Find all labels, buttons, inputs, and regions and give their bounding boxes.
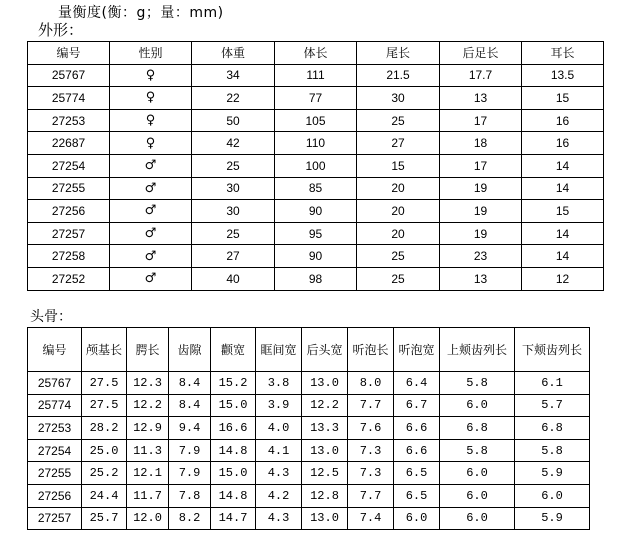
ear-length-cell: 13.5 [522, 64, 604, 87]
table-row [28, 87, 604, 110]
zygomatic-breadth-cell: 14.8 [211, 439, 256, 462]
header-occipital-breadth: 后头宽 [302, 328, 348, 372]
weight-cell: 30 [192, 200, 275, 223]
ear-length-cell: 15 [522, 200, 604, 223]
palatal-length-cell: 12.0 [127, 507, 169, 530]
interorbital-breadth-cell: 3.9 [256, 394, 302, 417]
body-length-cell: 105 [275, 109, 357, 132]
header-id: 编号 [28, 42, 110, 65]
specimen-id-cell: 27253 [28, 109, 110, 132]
body-length-cell: 98 [275, 267, 357, 290]
table-row [28, 462, 590, 485]
sex-symbol-cell: ♀ [110, 64, 192, 87]
header-id: 编号 [28, 328, 82, 372]
specimen-id-cell: 27254 [28, 154, 110, 177]
interorbital-breadth-cell: 4.3 [256, 507, 302, 530]
tail-length-cell: 25 [357, 267, 440, 290]
external-measurements-table [27, 41, 604, 291]
sex-symbol-cell: ♂ [110, 154, 192, 177]
table-row [28, 222, 604, 245]
specimen-id-cell: 27257 [28, 507, 82, 530]
tail-length-cell: 15 [357, 154, 440, 177]
bulla-length-cell: 7.3 [348, 439, 394, 462]
hindfoot-length-cell: 13 [440, 87, 522, 110]
ear-length-cell: 14 [522, 177, 604, 200]
hindfoot-length-cell: 17 [440, 109, 522, 132]
occipital-breadth-cell: 12.5 [302, 462, 348, 485]
sex-symbol-cell: ♀ [110, 109, 192, 132]
tail-length-cell: 25 [357, 245, 440, 268]
header-diastema: 齿隙 [169, 328, 211, 372]
palatal-length-cell: 12.2 [127, 394, 169, 417]
header-upper-cheek-tooth-row: 上颊齿列长 [440, 328, 515, 372]
bulla-length-cell: 7.4 [348, 507, 394, 530]
ear-length-cell: 12 [522, 267, 604, 290]
zygomatic-breadth-cell: 15.2 [211, 372, 256, 395]
ear-length-cell: 14 [522, 154, 604, 177]
lower-cheek-tooth-row-cell: 5.9 [515, 507, 590, 530]
occipital-breadth-cell: 13.0 [302, 507, 348, 530]
specimen-id-cell: 25774 [28, 394, 82, 417]
table-row [28, 484, 590, 507]
specimen-id-cell: 25774 [28, 87, 110, 110]
table-row [28, 267, 604, 290]
tail-length-cell: 30 [357, 87, 440, 110]
palatal-length-cell: 12.9 [127, 417, 169, 440]
sex-symbol-cell: ♂ [110, 200, 192, 223]
hindfoot-length-cell: 17 [440, 154, 522, 177]
header-interorbital-breadth: 眶间宽 [256, 328, 302, 372]
interorbital-breadth-cell: 3.8 [256, 372, 302, 395]
table-row [28, 439, 590, 462]
hindfoot-length-cell: 19 [440, 200, 522, 223]
condylobasal-length-cell: 27.5 [82, 394, 127, 417]
table-row [28, 200, 604, 223]
weight-cell: 42 [192, 132, 275, 155]
body-length-cell: 100 [275, 154, 357, 177]
bulla-length-cell: 7.7 [348, 394, 394, 417]
external-section-label: 外形： [38, 21, 84, 39]
upper-cheek-tooth-row-cell: 6.8 [440, 417, 515, 440]
body-length-cell: 110 [275, 132, 357, 155]
table-row [28, 372, 590, 395]
table-row [28, 132, 604, 155]
occipital-breadth-cell: 12.2 [302, 394, 348, 417]
bulla-breadth-cell: 6.6 [394, 417, 440, 440]
diastema-cell: 8.4 [169, 394, 211, 417]
body-length-cell: 85 [275, 177, 357, 200]
specimen-id-cell: 25767 [28, 64, 110, 87]
specimen-id-cell: 27258 [28, 245, 110, 268]
hindfoot-length-cell: 17.7 [440, 64, 522, 87]
weight-cell: 25 [192, 222, 275, 245]
table-row [28, 109, 604, 132]
specimen-id-cell: 27254 [28, 439, 82, 462]
specimen-id-cell: 27256 [28, 200, 110, 223]
palatal-length-cell: 11.7 [127, 484, 169, 507]
zygomatic-breadth-cell: 15.0 [211, 394, 256, 417]
palatal-length-cell: 12.3 [127, 372, 169, 395]
occipital-breadth-cell: 13.3 [302, 417, 348, 440]
hindfoot-length-cell: 19 [440, 222, 522, 245]
zygomatic-breadth-cell: 14.7 [211, 507, 256, 530]
tail-length-cell: 25 [357, 109, 440, 132]
weight-cell: 30 [192, 177, 275, 200]
tail-length-cell: 20 [357, 177, 440, 200]
diastema-cell: 8.2 [169, 507, 211, 530]
weight-cell: 27 [192, 245, 275, 268]
specimen-id-cell: 27253 [28, 417, 82, 440]
upper-cheek-tooth-row-cell: 6.0 [440, 484, 515, 507]
table-row [28, 245, 604, 268]
upper-cheek-tooth-row-cell: 6.0 [440, 462, 515, 485]
occipital-breadth-cell: 12.8 [302, 484, 348, 507]
tail-length-cell: 20 [357, 222, 440, 245]
specimen-id-cell: 27256 [28, 484, 82, 507]
zygomatic-breadth-cell: 16.6 [211, 417, 256, 440]
occipital-breadth-cell: 13.0 [302, 372, 348, 395]
condylobasal-length-cell: 25.2 [82, 462, 127, 485]
upper-cheek-tooth-row-cell: 6.0 [440, 394, 515, 417]
hindfoot-length-cell: 19 [440, 177, 522, 200]
lower-cheek-tooth-row-cell: 5.9 [515, 462, 590, 485]
lower-cheek-tooth-row-cell: 6.8 [515, 417, 590, 440]
lower-cheek-tooth-row-cell: 5.7 [515, 394, 590, 417]
header-condylobasal-length: 颅基长 [82, 328, 127, 372]
zygomatic-breadth-cell: 14.8 [211, 484, 256, 507]
table-row [28, 417, 590, 440]
interorbital-breadth-cell: 4.0 [256, 417, 302, 440]
upper-cheek-tooth-row-cell: 5.8 [440, 372, 515, 395]
diastema-cell: 8.4 [169, 372, 211, 395]
ear-length-cell: 16 [522, 132, 604, 155]
hindfoot-length-cell: 13 [440, 267, 522, 290]
skull-measurements-table [27, 327, 590, 530]
specimen-id-cell: 27252 [28, 267, 110, 290]
bulla-length-cell: 7.6 [348, 417, 394, 440]
sex-symbol-cell: ♂ [110, 245, 192, 268]
sex-symbol-cell: ♂ [110, 267, 192, 290]
table-row [28, 64, 604, 87]
lower-cheek-tooth-row-cell: 6.1 [515, 372, 590, 395]
specimen-id-cell: 22687 [28, 132, 110, 155]
bulla-length-cell: 7.7 [348, 484, 394, 507]
header-body-length: 体长 [275, 42, 357, 65]
upper-cheek-tooth-row-cell: 5.8 [440, 439, 515, 462]
hindfoot-length-cell: 18 [440, 132, 522, 155]
occipital-breadth-cell: 13.0 [302, 439, 348, 462]
page-heading: 量衡度(衡：g；量：mm) [58, 5, 224, 21]
tail-length-cell: 20 [357, 200, 440, 223]
header-palatal-length: 腭长 [127, 328, 169, 372]
table-row [28, 154, 604, 177]
interorbital-breadth-cell: 4.3 [256, 462, 302, 485]
ear-length-cell: 14 [522, 245, 604, 268]
header-zygomatic-breadth: 颧宽 [211, 328, 256, 372]
ear-length-cell: 16 [522, 109, 604, 132]
bulla-breadth-cell: 6.5 [394, 462, 440, 485]
condylobasal-length-cell: 24.4 [82, 484, 127, 507]
body-length-cell: 111 [275, 64, 357, 87]
header-hindfoot-length: 后足长 [440, 42, 522, 65]
tail-length-cell: 27 [357, 132, 440, 155]
upper-cheek-tooth-row-cell: 6.0 [440, 507, 515, 530]
ear-length-cell: 14 [522, 222, 604, 245]
specimen-id-cell: 27255 [28, 177, 110, 200]
lower-cheek-tooth-row-cell: 6.0 [515, 484, 590, 507]
bulla-breadth-cell: 6.0 [394, 507, 440, 530]
bulla-breadth-cell: 6.5 [394, 484, 440, 507]
weight-cell: 40 [192, 267, 275, 290]
condylobasal-length-cell: 27.5 [82, 372, 127, 395]
condylobasal-length-cell: 28.2 [82, 417, 127, 440]
specimen-id-cell: 27255 [28, 462, 82, 485]
body-length-cell: 90 [275, 200, 357, 223]
diastema-cell: 9.4 [169, 417, 211, 440]
bulla-length-cell: 8.0 [348, 372, 394, 395]
bulla-breadth-cell: 6.7 [394, 394, 440, 417]
header-weight: 体重 [192, 42, 275, 65]
table-header-row [28, 328, 590, 372]
palatal-length-cell: 11.3 [127, 439, 169, 462]
interorbital-breadth-cell: 4.2 [256, 484, 302, 507]
palatal-length-cell: 12.1 [127, 462, 169, 485]
condylobasal-length-cell: 25.0 [82, 439, 127, 462]
weight-cell: 34 [192, 64, 275, 87]
header-bulla-breadth: 听泡宽 [394, 328, 440, 372]
header-lower-cheek-tooth-row: 下颊齿列长 [515, 328, 590, 372]
interorbital-breadth-cell: 4.1 [256, 439, 302, 462]
header-tail-length: 尾长 [357, 42, 440, 65]
sex-symbol-cell: ♀ [110, 132, 192, 155]
sex-symbol-cell: ♂ [110, 222, 192, 245]
header-sex: 性别 [110, 42, 192, 65]
weight-cell: 25 [192, 154, 275, 177]
table-row [28, 507, 590, 530]
skull-section-label: 头骨： [30, 309, 72, 325]
tail-length-cell: 21.5 [357, 64, 440, 87]
hindfoot-length-cell: 23 [440, 245, 522, 268]
table-header-row [28, 42, 604, 65]
bulla-breadth-cell: 6.6 [394, 439, 440, 462]
body-length-cell: 77 [275, 87, 357, 110]
weight-cell: 50 [192, 109, 275, 132]
weight-cell: 22 [192, 87, 275, 110]
table-row [28, 394, 590, 417]
header-ear-length: 耳长 [522, 42, 604, 65]
lower-cheek-tooth-row-cell: 5.8 [515, 439, 590, 462]
zygomatic-breadth-cell: 15.0 [211, 462, 256, 485]
diastema-cell: 7.8 [169, 484, 211, 507]
diastema-cell: 7.9 [169, 439, 211, 462]
bulla-breadth-cell: 6.4 [394, 372, 440, 395]
specimen-id-cell: 27257 [28, 222, 110, 245]
condylobasal-length-cell: 25.7 [82, 507, 127, 530]
sex-symbol-cell: ♀ [110, 87, 192, 110]
diastema-cell: 7.9 [169, 462, 211, 485]
body-length-cell: 90 [275, 245, 357, 268]
specimen-id-cell: 25767 [28, 372, 82, 395]
bulla-length-cell: 7.3 [348, 462, 394, 485]
table-row [28, 177, 604, 200]
ear-length-cell: 15 [522, 87, 604, 110]
body-length-cell: 95 [275, 222, 357, 245]
header-bulla-length: 听泡长 [348, 328, 394, 372]
sex-symbol-cell: ♂ [110, 177, 192, 200]
